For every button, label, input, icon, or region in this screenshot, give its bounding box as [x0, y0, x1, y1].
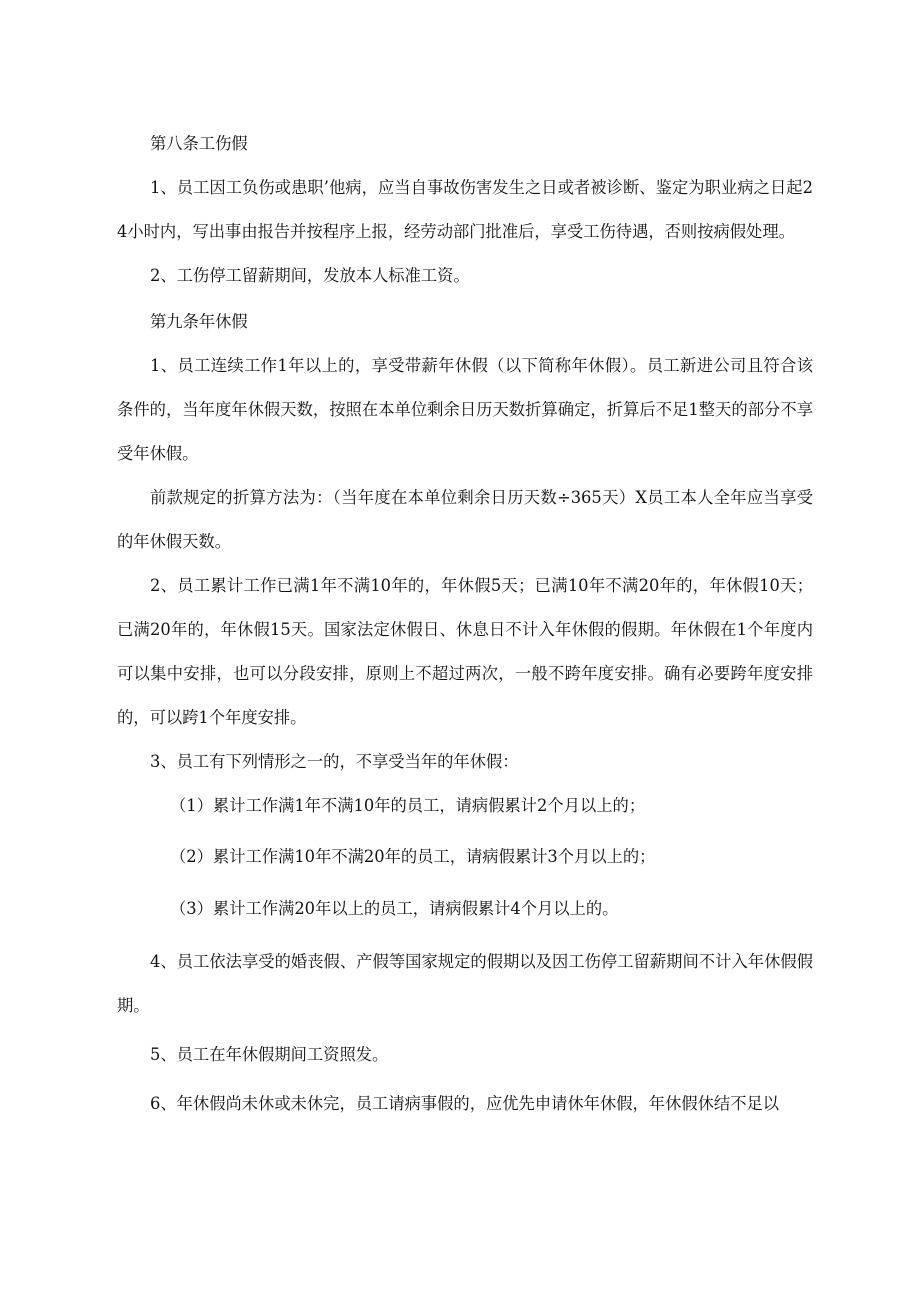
article-9-heading: 第九条年休假 — [150, 312, 248, 331]
article-8-paragraph-2: 2、工伤停工留薪期间，发放本人标准工资。 — [150, 266, 470, 285]
document-body — [117, 122, 813, 1126]
list-item: （2）累计工作满10年不满20年的员工，请病假累计3个月以上的； — [170, 847, 656, 866]
article-9-paragraph-3: 3、员工有下列情形之一的，不享受当年的年休假： — [150, 752, 519, 771]
article-9-paragraph-4: 4、员工依法享受的婚丧假、产假等国家规定的假期以及因工伤停工留薪期间不计入年休假假期。 — [117, 952, 813, 1015]
article-9-paragraph-1: 1、员工连续工作1年以上的，享受带薪年休假（以下简称年休假）。员工新进公司且符合该条件的，当年度年休假天数，按照在本单位剩余日历天数折算确定，折算后不足1整天的部分不享受年休假。 — [117, 356, 813, 463]
article-8-heading: 第八条工伤假 — [150, 134, 248, 153]
list-item: （3）累计工作满20年以上的员工，请病假累计4个月以上的。 — [170, 899, 619, 918]
article-8-paragraph-1: 1、员工因工负伤或患职’他病，应当自事故伤害发生之日或者被诊断、鉴定为职业病之日起24小时内，写出事由报告并按程序上报，经劳动部门批准后，享受工伤待遇，否则按病假处理。 — [117, 178, 813, 241]
article-9-paragraph-6: 6、年休假尚未休或未休完，员工请病事假的，应优先申请休年休假，年休假休结不足以 — [150, 1094, 780, 1113]
article-9-formula-paragraph: 前款规定的折算方法为：（当年度在本单位剩余日历天数÷365天）X员工本人全年应当享受的年休假天数。 — [117, 488, 813, 551]
list-item: （1）累计工作满1年不满10年的员工，请病假累计2个月以上的； — [170, 796, 646, 815]
article-9-paragraph-5: 5、员工在年休假期间工资照发。 — [150, 1045, 389, 1064]
article-9-paragraph-2: 2、员工累计工作已满1年不满10年的，年休假5天；已满10年不满20年的，年休假10天；已满20年的，年休假15天。国家法定休假日、休息日不计入年休假的假期。年休假在1个年度内可以集中安排，也可以分段安排，原则上不超过两次，一般不跨年度安排。确有必要跨年度安排的，可以跨1个年度安排。 — [117, 576, 813, 727]
